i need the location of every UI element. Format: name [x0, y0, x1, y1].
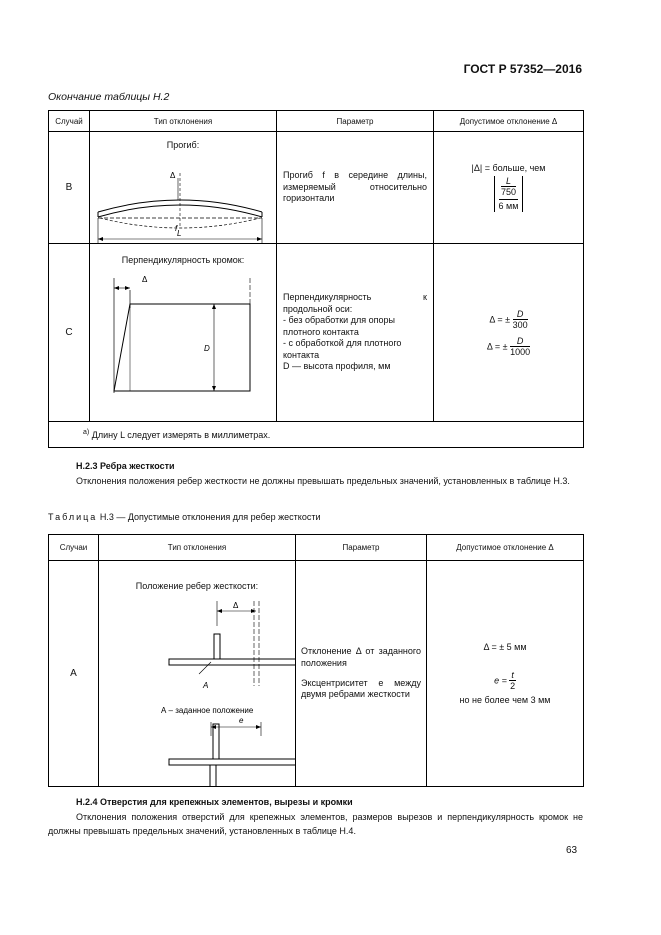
- column-header: Случай: [49, 111, 90, 132]
- case-cell: A: [49, 561, 99, 787]
- case-cell: C: [49, 244, 90, 422]
- figure-title: Положение ребер жесткости:: [135, 581, 259, 591]
- section-text-h24: Отклонения положения отверстий для крепежных элементов, размеров вырезов и перпендикулярность кромок не должны превышать предельных значений, установленных в таблице Н.4.: [48, 812, 583, 836]
- L-label: L: [177, 229, 182, 238]
- tolerance-formula: Δ = ± $\frac{D}{1000}$: [486, 335, 531, 357]
- column-header: Допустимое отклонение Δ: [427, 535, 584, 561]
- legend-text: А – заданное положение: [161, 706, 254, 715]
- tolerance-brackets: [494, 176, 524, 212]
- footnote-row: [49, 422, 584, 448]
- deflection-diagram: [90, 148, 277, 243]
- figure-title: Прогиб:: [166, 140, 200, 150]
- tolerance-cell: [427, 561, 584, 787]
- tolerance-cell: [434, 132, 584, 244]
- fraction: $\frac{D}{1000}$: [510, 335, 531, 357]
- table-h2-caption: Окончание таблицы Н.2: [48, 91, 170, 103]
- figure-title: Перпендикулярность кромок:: [121, 255, 245, 265]
- deflection-figure-cell: [90, 132, 277, 244]
- denominator: 750: [500, 187, 516, 198]
- parameter-line: D — высота профиля, мм: [283, 361, 391, 372]
- column-header: Параметр: [277, 111, 434, 132]
- stiffener-figure-cell: [99, 561, 296, 787]
- column-header: Параметр: [296, 535, 427, 561]
- tolerance-cell: [434, 244, 584, 422]
- fraction: $\frac{D}{300}$: [512, 308, 528, 330]
- f-label: f: [175, 224, 178, 233]
- footnote-mark: а): [83, 429, 90, 436]
- parameter-line: Отклонение Δ от заданного положения: [301, 646, 421, 668]
- parameter-line: Перпендикулярность к продольной оси:: [283, 291, 427, 314]
- column-header: Тип отклонения: [90, 111, 277, 132]
- parameter-text: Прогиб f в середине длины, измеряемый относительно горизонтали: [283, 170, 427, 204]
- section-heading-h24: Н.2.4 Отверстия для крепежных элементов, вырезы и кромки: [76, 797, 353, 807]
- parameter-cell: [277, 132, 434, 244]
- parameter-line: Эксцентриситет e между двумя ребрами жесткости: [301, 677, 421, 700]
- stiffener-diagram: [99, 596, 296, 786]
- table-h2: [48, 110, 584, 448]
- table-h3-caption: Таблица Н.3 — Допустимые отклонения для ребер жесткости: [48, 512, 321, 522]
- delta-label: Δ: [142, 275, 148, 284]
- section-heading-h23: Н.2.3 Ребра жесткости: [76, 461, 175, 471]
- column-header: Тип отклонения: [99, 535, 296, 561]
- parameter-cell: [277, 244, 434, 422]
- parameter-cell: [296, 561, 427, 787]
- column-header: Случаи: [49, 535, 99, 561]
- footnote-text: Длину L следует измерять в миллиметрах.: [91, 430, 271, 440]
- parameter-line: - без обработки для опоры плотного контакта: [283, 315, 395, 337]
- tolerance-line: |Δ| = больше, чем: [471, 162, 546, 173]
- page-number: 63: [566, 845, 578, 856]
- e-label: e: [239, 716, 244, 725]
- A-label: A: [203, 681, 209, 690]
- tolerance-formula: e = $\frac{t}{2}$: [494, 670, 516, 691]
- fraction: $\frac{t}{2}$: [510, 670, 516, 691]
- numerator: L: [501, 176, 516, 187]
- delta-label: Δ: [233, 601, 239, 610]
- case-cell: B: [49, 132, 90, 244]
- perpendicularity-diagram: [90, 268, 277, 418]
- delta-label: Δ: [170, 171, 176, 180]
- fraction: [501, 176, 516, 197]
- standard-header: ГОСТ Р 57352—2016: [463, 62, 582, 76]
- tolerance-line: Δ = ± 5 мм: [483, 642, 527, 652]
- tolerance-line: но не более чем 3 мм: [459, 695, 551, 705]
- parameter-line: - с обработкой для плотного контакта: [283, 338, 402, 360]
- tolerance-formula: Δ = ± $\frac{D}{300}$: [489, 308, 528, 330]
- column-header: Допустимое отклонение Δ: [434, 111, 584, 132]
- D-label: D: [204, 344, 210, 353]
- alt-value: 6 мм: [498, 201, 519, 212]
- table-h3: [48, 534, 584, 787]
- section-text-h23: Отклонения положения ребер жесткости не должны превышать предельных значений, установленных в таблице Н.3.: [76, 476, 570, 486]
- perpendicularity-figure-cell: [90, 244, 277, 422]
